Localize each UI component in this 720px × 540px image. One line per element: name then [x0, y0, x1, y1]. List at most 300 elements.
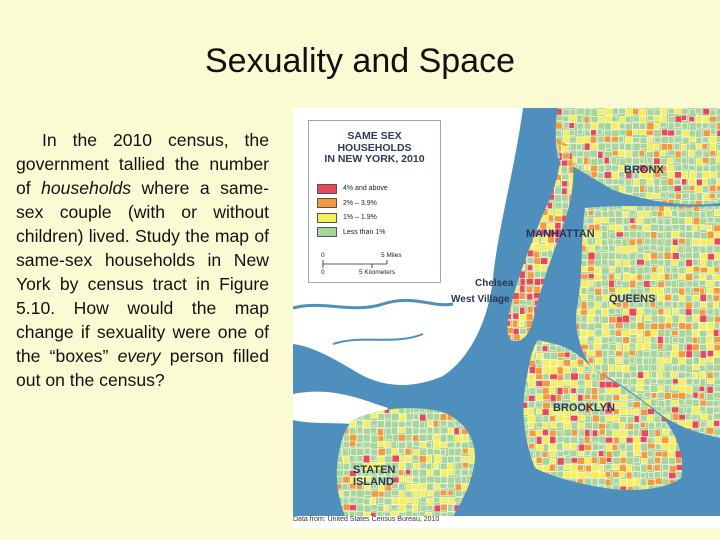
census-tract: [665, 406, 671, 412]
census-tract: [665, 225, 673, 231]
census-tract: [707, 378, 714, 383]
census-tract: [640, 192, 646, 197]
census-tract: [675, 143, 680, 150]
census-tract: [661, 109, 667, 115]
census-tract: [714, 218, 720, 223]
census-tract: [598, 116, 604, 122]
census-tract: [714, 351, 720, 358]
census-tract: [672, 316, 680, 323]
census-tract: [672, 413, 679, 420]
census-tract: [433, 449, 440, 454]
census-tract: [536, 444, 543, 451]
census-tract: [714, 379, 720, 384]
census-tract: [626, 157, 632, 163]
census-tract: [650, 385, 658, 392]
census-tract: [563, 444, 570, 450]
census-tract: [562, 109, 569, 116]
census-tract: [563, 137, 570, 143]
census-tract: [699, 393, 704, 399]
census-tract: [655, 472, 661, 479]
census-tract: [640, 479, 646, 486]
census-tract: [616, 371, 623, 377]
census-tract: [636, 357, 642, 364]
census-tract: [343, 449, 348, 456]
census-tract: [682, 185, 689, 191]
census-tract: [640, 472, 645, 477]
census-tract: [564, 352, 570, 357]
census-tract: [668, 150, 676, 155]
census-tract: [584, 374, 590, 381]
census-tract: [529, 388, 535, 395]
census-tract: [713, 225, 720, 232]
census-tract: [592, 415, 600, 422]
census-tract: [706, 295, 712, 301]
census-tract: [678, 379, 686, 386]
census-tract: [639, 116, 646, 123]
census-tract: [669, 472, 676, 478]
census-tract: [392, 505, 397, 510]
census-tract: [570, 472, 578, 478]
census-tract: [581, 315, 587, 322]
census-tract: [577, 465, 583, 471]
census-tract: [625, 143, 631, 150]
census-tract: [636, 231, 641, 239]
census-tract: [363, 455, 370, 463]
census-tract: [584, 157, 589, 164]
census-tract: [693, 274, 700, 279]
census-tract: [625, 137, 632, 144]
census-tract: [585, 416, 590, 424]
census-tract: [626, 130, 632, 137]
census-tract: [658, 330, 665, 338]
census-tract: [426, 463, 431, 469]
census-tract: [695, 151, 702, 156]
census-tract: [651, 232, 657, 240]
census-tract: [594, 218, 601, 224]
census-tract: [714, 407, 719, 412]
census-tract: [564, 416, 570, 423]
census-tract: [426, 505, 433, 510]
census-tract: [639, 151, 644, 157]
census-tract: [543, 437, 550, 445]
census-tract: [622, 246, 629, 254]
census-tract: [707, 365, 714, 371]
census-tract: [533, 264, 541, 270]
census-tract: [584, 366, 589, 371]
census-tract: [392, 449, 398, 456]
census-tract: [633, 409, 639, 415]
census-tract: [619, 143, 624, 150]
census-tract: [526, 279, 533, 285]
census-tract: [571, 423, 577, 430]
census-tract: [585, 423, 593, 429]
census-tract: [609, 280, 614, 288]
census-tract: [602, 295, 608, 301]
census-tract: [637, 372, 643, 378]
census-tract: [623, 232, 629, 238]
census-tract: [672, 253, 680, 260]
census-tract: [647, 157, 652, 163]
census-tract: [398, 442, 405, 448]
census-tract: [679, 211, 687, 217]
census-tract: [601, 232, 607, 239]
census-tract: [703, 130, 710, 136]
census-tract: [595, 260, 602, 266]
census-tract: [364, 448, 370, 454]
census-tract: [550, 352, 557, 359]
census-tract: [710, 151, 716, 156]
census-tract: [672, 267, 678, 273]
census-tract: [692, 337, 697, 343]
census-tract: [588, 316, 593, 324]
census-tract: [637, 217, 642, 224]
census-tract: [671, 217, 679, 224]
census-tract: [678, 274, 686, 279]
census-tract: [413, 463, 419, 469]
census-tract: [707, 246, 713, 253]
census-tract: [598, 109, 604, 114]
census-tract: [655, 444, 660, 450]
census-tract: [668, 136, 673, 143]
census-tract: [555, 216, 562, 222]
census-tract: [655, 478, 662, 484]
census-tract: [629, 308, 637, 316]
census-tract: [550, 416, 556, 422]
census-tract: [623, 273, 630, 280]
census-tract: [547, 243, 553, 250]
census-tract: [668, 443, 676, 450]
census-tract: [557, 388, 563, 395]
census-tract: [703, 116, 709, 122]
census-tract: [399, 505, 406, 512]
census-tract: [644, 260, 650, 267]
census-tract: [413, 477, 419, 482]
census-tract: [706, 337, 713, 344]
census-tract: [625, 116, 630, 122]
legend-title-line: SAME SEX: [347, 130, 402, 142]
census-tract: [688, 150, 693, 157]
census-tract: [406, 435, 412, 441]
census-tract: [685, 295, 692, 302]
census-tract: [630, 211, 636, 216]
census-tract: [594, 274, 602, 281]
census-tract: [571, 443, 576, 449]
census-tract: [689, 137, 695, 142]
census-tract: [633, 137, 640, 142]
census-tract: [672, 357, 679, 364]
census-tract: [637, 281, 644, 286]
census-tract: [630, 323, 637, 329]
census-tract: [384, 413, 391, 419]
census-tract: [385, 435, 393, 440]
census-tract: [700, 225, 705, 230]
census-tract: [658, 351, 663, 358]
census-tract: [700, 372, 706, 379]
census-tract: [594, 343, 600, 349]
census-tract: [513, 335, 520, 341]
census-tract: [406, 497, 411, 502]
place-label-staten-island: [353, 464, 395, 488]
legend-swatch: [317, 213, 337, 223]
census-tract: [654, 115, 661, 121]
census-tract: [651, 309, 657, 316]
census-tract: [595, 329, 602, 336]
census-tract: [702, 144, 707, 150]
census-tract: [591, 373, 596, 378]
census-tract: [563, 387, 568, 395]
census-tract: [569, 123, 574, 129]
census-tract: [639, 179, 647, 186]
census-tract: [662, 464, 668, 470]
census-tract: [595, 245, 600, 251]
census-tract: [672, 322, 679, 327]
census-tract: [630, 371, 636, 377]
census-tract: [412, 469, 418, 476]
census-tract: [591, 457, 597, 463]
census-tract: [644, 330, 651, 337]
census-tract: [651, 357, 656, 364]
census-tract: [543, 429, 549, 435]
census-tract: [588, 336, 595, 342]
census-tract: [664, 252, 671, 259]
census-tract: [679, 323, 687, 330]
census-tract: [654, 137, 661, 143]
census-tract: [608, 365, 614, 371]
census-tract: [685, 239, 690, 247]
census-tract: [577, 158, 582, 164]
census-tract: [672, 211, 678, 217]
census-tract: [581, 281, 588, 289]
census-tract: [665, 336, 670, 343]
census-tract: [616, 351, 623, 356]
census-tract: [713, 288, 720, 294]
census-tract: [598, 137, 604, 143]
census-tract: [644, 238, 650, 244]
census-tract: [602, 259, 608, 265]
census-tract: [606, 451, 612, 457]
census-tract: [598, 165, 604, 172]
census-tract: [672, 344, 678, 352]
census-tract: [703, 108, 710, 114]
census-tract: [702, 123, 708, 129]
census-tract: [601, 337, 609, 343]
census-tract: [700, 267, 707, 273]
census-tract: [592, 471, 600, 478]
census-tract: [658, 224, 664, 231]
census-tract: [413, 497, 418, 505]
census-tract: [413, 441, 420, 446]
census-tract: [679, 295, 685, 301]
census-tract: [392, 442, 397, 449]
census-tract: [441, 504, 447, 510]
census-tract: [665, 329, 671, 337]
census-tract: [602, 288, 608, 295]
census-tract: [668, 192, 675, 198]
census-tract: [461, 476, 466, 483]
census-tract: [427, 421, 432, 427]
census-tract: [674, 122, 681, 127]
census-tract: [433, 434, 441, 441]
census-tract: [699, 322, 706, 330]
census-tract: [644, 371, 649, 379]
census-tract: [447, 463, 453, 469]
census-tract: [578, 451, 584, 456]
census-tract: [637, 259, 645, 265]
census-tract: [556, 443, 562, 450]
census-tract: [608, 358, 616, 365]
census-tract: [709, 109, 715, 115]
census-tract: [681, 109, 688, 114]
census-tract: [448, 469, 453, 475]
census-tract: [658, 343, 663, 349]
census-tract: [577, 380, 585, 385]
census-tract: [609, 316, 616, 323]
census-tract: [707, 372, 713, 379]
census-tract: [658, 245, 663, 252]
census-tract: [616, 218, 623, 225]
census-tract: [672, 400, 680, 405]
census-tract: [609, 267, 614, 272]
census-tract: [685, 287, 690, 294]
census-tract: [594, 232, 601, 238]
census-tract: [682, 137, 689, 144]
census-tract: [669, 457, 676, 464]
census-tract: [693, 372, 698, 378]
census-tract: [707, 414, 712, 420]
census-tract: [667, 165, 673, 171]
census-tract: [581, 260, 587, 266]
census-tract: [693, 414, 698, 419]
census-tract: [693, 330, 699, 337]
census-tract: [542, 451, 547, 457]
census-tract: [370, 442, 378, 449]
census-tract: [398, 470, 404, 476]
census-tract: [597, 129, 602, 134]
census-tract: [384, 498, 391, 504]
census-tract: [665, 344, 673, 351]
census-tract: [707, 357, 714, 362]
census-tract: [669, 465, 676, 472]
census-tract: [580, 337, 586, 343]
nyc-same-sex-households-map: [293, 108, 720, 528]
census-tract: [716, 136, 720, 142]
census-tract: [692, 281, 698, 287]
census-tract: [549, 387, 555, 393]
census-tract: [527, 306, 533, 313]
census-tract: [714, 344, 720, 351]
census-tract: [685, 336, 692, 343]
census-tract: [647, 464, 652, 470]
census-tract: [686, 315, 693, 322]
census-tract: [557, 380, 562, 386]
census-tract: [679, 301, 684, 307]
census-tract: [713, 372, 719, 378]
census-tract: [520, 285, 525, 293]
census-tract: [654, 123, 659, 129]
census-tract: [703, 171, 710, 178]
census-tract: [611, 157, 616, 164]
census-tract: [686, 274, 693, 281]
census-tract: [696, 123, 701, 128]
census-tract: [385, 421, 393, 428]
census-tract: [350, 490, 357, 496]
census-tract: [412, 420, 419, 428]
census-tract: [664, 379, 672, 385]
census-tract: [592, 478, 598, 486]
body-part-1: In the 2010 census, the government tallied the number of: [16, 130, 269, 198]
census-tract: [455, 477, 462, 484]
census-tract: [661, 422, 666, 428]
census-tract: [700, 414, 707, 420]
census-tract: [399, 448, 405, 453]
census-tract: [689, 116, 695, 121]
census-tract: [633, 143, 641, 151]
census-tract: [682, 164, 689, 169]
census-tract: [714, 357, 720, 364]
census-tract: [440, 490, 447, 496]
census-tract: [643, 225, 651, 231]
census-tract: [706, 407, 713, 415]
census-tract: [713, 302, 718, 308]
census-tract: [696, 192, 702, 200]
census-tract: [679, 372, 686, 378]
census-tract: [548, 209, 553, 214]
census-tract: [707, 309, 713, 315]
census-tract: [686, 351, 692, 358]
census-tract: [707, 316, 714, 323]
census-tract: [356, 442, 362, 447]
census-tract: [707, 350, 713, 356]
census-tract: [512, 320, 517, 327]
census-tract: [406, 504, 413, 509]
census-tract: [700, 421, 706, 427]
census-tract: [686, 378, 692, 385]
census-tract: [599, 457, 606, 464]
census-tract: [637, 322, 645, 329]
census-tract: [420, 414, 426, 421]
census-tract: [644, 392, 651, 397]
census-tract: [714, 238, 720, 245]
census-tract: [615, 260, 621, 267]
census-tract: [679, 330, 686, 337]
census-tract: [608, 239, 613, 245]
census-tract: [605, 165, 612, 172]
census-tract: [570, 465, 578, 473]
census-tract: [608, 323, 614, 329]
scale-km-label: 5 Kilometers: [359, 269, 396, 276]
census-tract: [678, 357, 685, 364]
census-tract: [591, 388, 597, 395]
census-tract: [706, 280, 713, 287]
census-tract: [627, 409, 632, 414]
census-tract: [399, 434, 407, 441]
census-tract: [637, 225, 643, 231]
census-tract: [686, 259, 693, 267]
census-tract: [619, 409, 626, 415]
census-tract: [370, 427, 377, 433]
census-tract: [613, 395, 619, 401]
legend-item: [317, 211, 440, 226]
census-tract: [655, 422, 661, 427]
census-tract: [571, 373, 579, 381]
legend-swatch: [317, 198, 337, 208]
census-tract: [706, 400, 713, 406]
census-tract: [578, 423, 584, 429]
census-tract: [440, 414, 447, 421]
census-tract: [599, 478, 606, 484]
census-tract: [440, 435, 446, 442]
census-tract: [658, 315, 664, 323]
